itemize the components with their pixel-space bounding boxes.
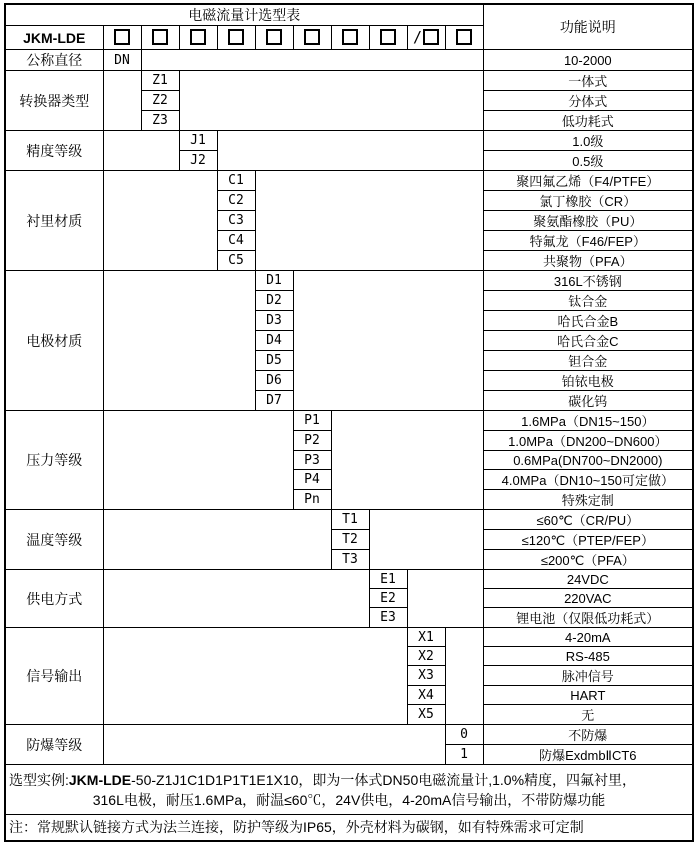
section-label-nominal-diameter: 公称直径 bbox=[5, 50, 103, 71]
code-box-cell-6 bbox=[293, 26, 331, 50]
desc-cell: 哈氏合金B bbox=[483, 311, 693, 331]
desc-cell: 10-2000 bbox=[483, 50, 693, 71]
filler-cell bbox=[103, 510, 331, 570]
code-cell: C1 bbox=[217, 171, 255, 191]
filler-cell bbox=[103, 411, 293, 510]
checkbox-icon bbox=[266, 29, 282, 45]
code-cell: P4 bbox=[293, 470, 331, 490]
desc-cell: 聚四氟乙烯（F4/PTFE） bbox=[483, 171, 693, 191]
code-cell: C3 bbox=[217, 211, 255, 231]
code-cell: X2 bbox=[407, 647, 445, 666]
desc-cell: 铂铱电极 bbox=[483, 371, 693, 391]
section-label-pressure-rating: 压力等级 bbox=[5, 411, 103, 510]
code-cell: D1 bbox=[255, 271, 293, 291]
checkbox-icon bbox=[456, 29, 472, 45]
checkbox-icon bbox=[228, 29, 244, 45]
code-box-cell-8 bbox=[369, 26, 407, 50]
code-box-cell-7 bbox=[331, 26, 369, 50]
code-cell: D3 bbox=[255, 311, 293, 331]
example-model: JKM-LDE bbox=[68, 771, 132, 788]
desc-cell: 防爆ExdmbⅡCT6 bbox=[483, 745, 693, 765]
code-cell: C5 bbox=[217, 251, 255, 271]
code-cell: E1 bbox=[369, 570, 407, 589]
code-cell: D2 bbox=[255, 291, 293, 311]
desc-cell: 共聚物（PFA） bbox=[483, 251, 693, 271]
checkbox-icon bbox=[114, 29, 130, 45]
code-cell: P2 bbox=[293, 431, 331, 451]
code-cell: P3 bbox=[293, 451, 331, 470]
code-cell: X1 bbox=[407, 628, 445, 647]
code-box-cell-3 bbox=[179, 26, 217, 50]
model-prefix: JKM-LDE bbox=[5, 26, 103, 50]
filler-cell bbox=[179, 71, 483, 131]
code-cell: D7 bbox=[255, 391, 293, 411]
example-line-2: 316L电极，耐压1.6MPa，耐温≤60℃，24V供电，4-20mA信号输出，不带防爆功能 bbox=[92, 791, 606, 808]
section-label-converter-type: 转换器类型 bbox=[5, 71, 103, 131]
filler-cell bbox=[103, 131, 179, 171]
filler-cell bbox=[331, 411, 483, 510]
desc-cell: 无 bbox=[483, 705, 693, 725]
desc-cell: 1.0MPa（DN200~DN600） bbox=[483, 431, 693, 451]
checkbox-icon bbox=[423, 29, 439, 45]
code-cell: Z2 bbox=[141, 91, 179, 111]
desc-cell: 氯丁橡胶（CR） bbox=[483, 191, 693, 211]
desc-cell: ≤60℃（CR/PU） bbox=[483, 510, 693, 530]
code-cell: 1 bbox=[445, 745, 483, 765]
code-box-cell-4 bbox=[217, 26, 255, 50]
code-cell: X4 bbox=[407, 686, 445, 705]
filler-cell bbox=[369, 510, 483, 570]
filler-cell bbox=[103, 628, 407, 725]
example-prefix: 选型实例: bbox=[9, 771, 69, 788]
section-label-accuracy-class: 精度等级 bbox=[5, 131, 103, 171]
desc-cell: 特氟龙（F46/FEP） bbox=[483, 231, 693, 251]
desc-cell: ≤200℃（PFA） bbox=[483, 550, 693, 570]
code-cell: Pn bbox=[293, 490, 331, 510]
code-cell: X3 bbox=[407, 666, 445, 686]
code-cell: DN bbox=[103, 50, 141, 71]
checkbox-icon bbox=[304, 29, 320, 45]
checkbox-icon bbox=[380, 29, 396, 45]
desc-cell: 低功耗式 bbox=[483, 111, 693, 131]
code-cell: Z1 bbox=[141, 71, 179, 91]
desc-cell: 1.0级 bbox=[483, 131, 693, 151]
selection-table bbox=[4, 3, 694, 842]
desc-cell: 0.6MPa(DN700~DN2000) bbox=[483, 451, 693, 470]
section-label-signal-output: 信号输出 bbox=[5, 628, 103, 725]
section-label-electrode-material: 电极材质 bbox=[5, 271, 103, 411]
desc-cell: 分体式 bbox=[483, 91, 693, 111]
slash-separator: / bbox=[412, 28, 423, 47]
code-cell: D5 bbox=[255, 351, 293, 371]
section-label-liner-material: 衬里材质 bbox=[5, 171, 103, 271]
desc-cell: 0.5级 bbox=[483, 151, 693, 171]
code-cell: J2 bbox=[179, 151, 217, 171]
filler-cell bbox=[217, 131, 483, 171]
desc-cell: 碳化钨 bbox=[483, 391, 693, 411]
code-cell: C2 bbox=[217, 191, 255, 211]
code-cell: T1 bbox=[331, 510, 369, 530]
desc-cell: 哈氏合金C bbox=[483, 331, 693, 351]
example-line-1 bbox=[6, 770, 692, 790]
desc-cell: 4-20mA bbox=[483, 628, 693, 647]
code-box-cell-9 bbox=[407, 26, 445, 50]
function-column-header: 功能说明 bbox=[483, 4, 693, 50]
filler-cell bbox=[103, 725, 445, 765]
desc-cell: 316L不锈钢 bbox=[483, 271, 693, 291]
desc-cell: 不防爆 bbox=[483, 725, 693, 745]
desc-cell: 钛合金 bbox=[483, 291, 693, 311]
desc-cell: 1.6MPa（DN15~150） bbox=[483, 411, 693, 431]
example-line1-rest: -50-Z1J1C1D1P1T1E1X10，即为一体式DN50电磁流量计,1.0%精度，四氟衬里， bbox=[131, 771, 637, 788]
filler-cell bbox=[103, 71, 141, 131]
filler-cell bbox=[103, 271, 255, 411]
code-cell: D6 bbox=[255, 371, 293, 391]
desc-cell: RS-485 bbox=[483, 647, 693, 666]
note-text: 注：常规默认链接方式为法兰连接，防护等级为IP65，外壳材料为碳钢，如有特殊需求可定制 bbox=[5, 815, 693, 841]
desc-cell: 特殊定制 bbox=[483, 490, 693, 510]
selection-example bbox=[5, 765, 693, 815]
code-cell: P1 bbox=[293, 411, 331, 431]
code-box-cell-5 bbox=[255, 26, 293, 50]
checkbox-icon bbox=[152, 29, 168, 45]
checkbox-icon bbox=[342, 29, 358, 45]
section-label-power-supply: 供电方式 bbox=[5, 570, 103, 628]
code-box-cell-1 bbox=[103, 26, 141, 50]
code-cell: E3 bbox=[369, 608, 407, 628]
filler-cell bbox=[255, 171, 483, 271]
code-cell: J1 bbox=[179, 131, 217, 151]
desc-cell: 脉冲信号 bbox=[483, 666, 693, 686]
code-cell: T3 bbox=[331, 550, 369, 570]
checkbox-icon bbox=[190, 29, 206, 45]
desc-cell: HART bbox=[483, 686, 693, 705]
code-cell: 0 bbox=[445, 725, 483, 745]
filler-cell bbox=[445, 628, 483, 725]
desc-cell: ≤120℃（PTEP/FEP） bbox=[483, 530, 693, 550]
code-cell: C4 bbox=[217, 231, 255, 251]
filler-cell bbox=[103, 570, 369, 628]
desc-cell: 24VDC bbox=[483, 570, 693, 589]
desc-cell: 聚氨酯橡胶（PU） bbox=[483, 211, 693, 231]
code-box-cell-10 bbox=[445, 26, 483, 50]
code-cell: Z3 bbox=[141, 111, 179, 131]
code-cell: E2 bbox=[369, 589, 407, 608]
desc-cell: 220VAC bbox=[483, 589, 693, 608]
filler-cell bbox=[407, 570, 483, 628]
filler-cell bbox=[141, 50, 483, 71]
filler-cell bbox=[103, 171, 217, 271]
code-box-cell-2 bbox=[141, 26, 179, 50]
desc-cell: 钽合金 bbox=[483, 351, 693, 371]
code-cell: D4 bbox=[255, 331, 293, 351]
desc-cell: 锂电池（仅限低功耗式） bbox=[483, 608, 693, 628]
filler-cell bbox=[293, 271, 483, 411]
code-cell: T2 bbox=[331, 530, 369, 550]
section-label-explosion-proof: 防爆等级 bbox=[5, 725, 103, 765]
code-cell: X5 bbox=[407, 705, 445, 725]
desc-cell: 一体式 bbox=[483, 71, 693, 91]
desc-cell: 4.0MPa（DN10~150可定做） bbox=[483, 470, 693, 490]
table-title: 电磁流量计选型表 bbox=[5, 4, 483, 26]
section-label-temperature-rating: 温度等级 bbox=[5, 510, 103, 570]
